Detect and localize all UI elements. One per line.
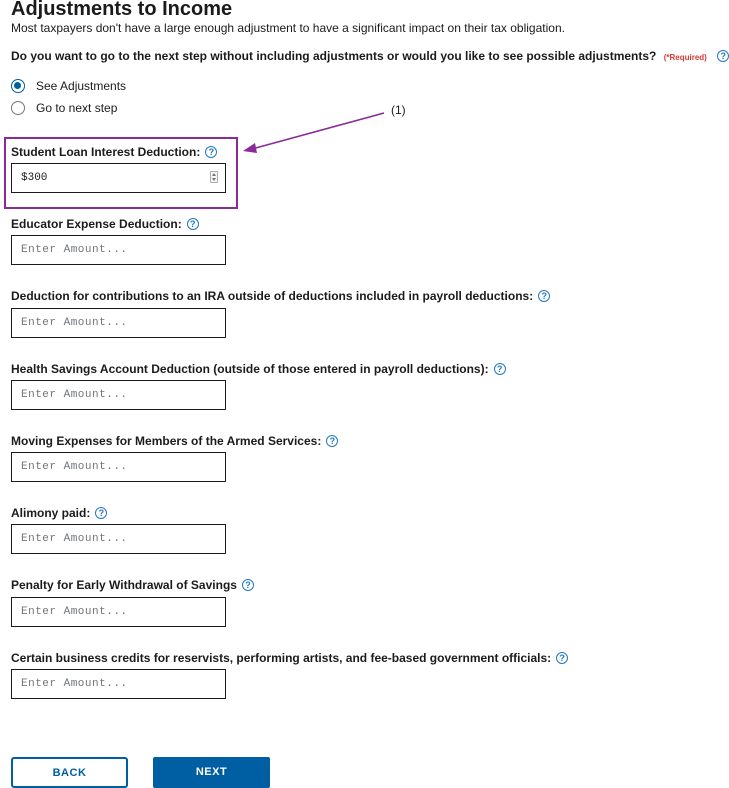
required-tag: (*Required) <box>663 53 707 62</box>
field-label-ira-contributions: Deduction for contributions to an IRA outside of deductions included in payroll deductions: ? <box>11 289 550 303</box>
hsa-deduction-input[interactable] <box>11 380 226 410</box>
field-label-business-credits: Certain business credits for reservists, performing artists, and fee-based government officials: ? <box>11 651 568 665</box>
field-label-student-loan: Student Loan Interest Deduction: ? <box>11 145 217 159</box>
radio-label[interactable]: See Adjustments <box>36 79 127 93</box>
early-withdrawal-input[interactable] <box>11 597 226 627</box>
help-icon[interactable]: ? <box>205 146 217 158</box>
help-icon[interactable]: ? <box>494 363 506 375</box>
field-label-early-withdrawal: Penalty for Early Withdrawal of Savings ? <box>11 578 254 592</box>
help-icon[interactable]: ? <box>95 507 107 519</box>
help-icon[interactable]: ? <box>242 579 254 591</box>
field-label-moving-expenses: Moving Expenses for Members of the Armed Services: ? <box>11 434 338 448</box>
radio-checked-icon[interactable] <box>11 79 25 93</box>
next-button[interactable]: NEXT <box>153 757 270 788</box>
adjustments-question <box>11 49 729 65</box>
business-credits-input[interactable] <box>11 669 226 699</box>
help-icon[interactable]: ? <box>556 652 568 664</box>
back-button[interactable]: BACK <box>11 757 128 788</box>
spinner-icon[interactable] <box>210 171 218 183</box>
question-text: Do you want to go to the next step without including adjustments or would you like to see possible adjustments? <box>11 49 657 63</box>
help-icon[interactable]: ? <box>187 218 199 230</box>
radio-see-adjustments[interactable] <box>11 77 126 95</box>
moving-expenses-input[interactable] <box>11 452 226 482</box>
field-label-alimony: Alimony paid: ? <box>11 506 107 520</box>
page-subtitle: Most taxpayers don't have a large enough adjustment to have a significant impact on their tax obligation. <box>11 21 565 35</box>
page-title: Adjustments to Income <box>11 0 233 20</box>
educator-expense-input[interactable] <box>11 235 226 265</box>
help-icon[interactable]: ? <box>717 50 729 62</box>
student-loan-interest-input[interactable] <box>11 163 226 193</box>
annotation-label: (1) <box>391 103 406 117</box>
help-icon[interactable]: ? <box>326 435 338 447</box>
ira-contributions-input[interactable] <box>11 308 226 338</box>
field-label-educator-expense: Educator Expense Deduction: ? <box>11 217 199 231</box>
alimony-input[interactable] <box>11 524 226 554</box>
radio-unchecked-icon[interactable] <box>11 101 25 115</box>
field-label-hsa-deduction: Health Savings Account Deduction (outside of those entered in payroll deductions): ? <box>11 362 506 376</box>
help-icon[interactable]: ? <box>538 290 550 302</box>
radio-go-to-next-step[interactable] <box>11 99 117 117</box>
radio-label[interactable]: Go to next step <box>36 101 118 115</box>
